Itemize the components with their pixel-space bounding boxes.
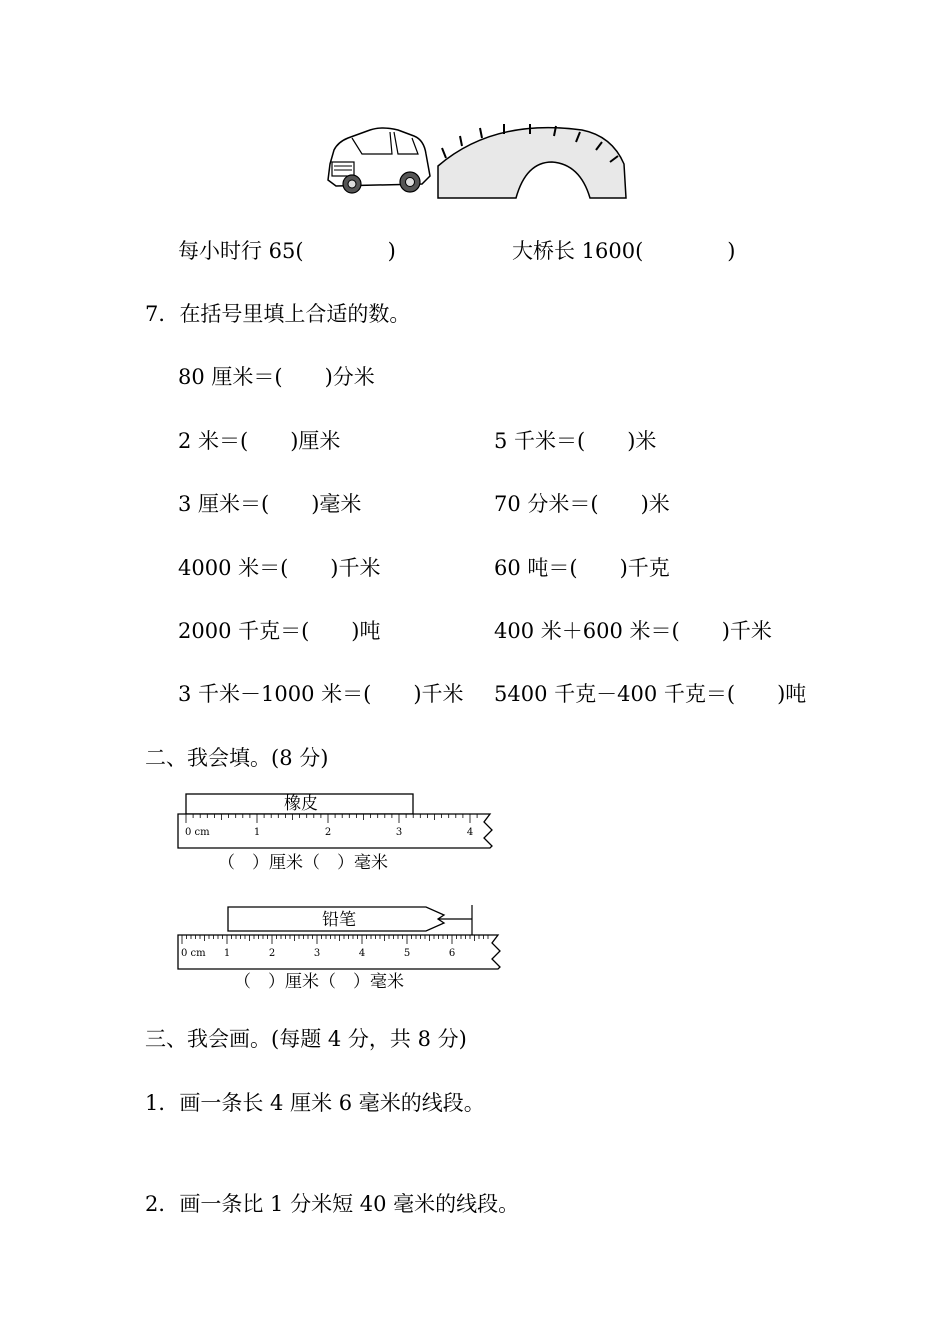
q7-row6-right: 5400 千克－400 千克＝( )吨 [494,682,807,706]
ruler-tick-label: 2 [324,827,332,838]
ruler-tick-label: 1 [253,827,261,838]
ruler-tick-label: 2 [268,948,276,959]
section2-title: 二、我会填。(8 分) [145,746,329,770]
ruler2-answer: （ ）厘米（ ）毫米 [234,972,404,992]
ruler-tick-label: 0 cm [185,827,210,838]
ruler-tick-label: 4 [466,827,474,838]
ruler1-answer: （ ）厘米（ ）毫米 [218,853,388,873]
q7-row4-left: 4000 米＝( )千米 [178,556,381,580]
q7-row3-right: 70 分米＝( )米 [494,492,670,516]
ruler-tick-label: 3 [313,948,321,959]
q7-row2-left: 2 米＝( )厘米 [178,429,341,453]
eraser-label: 橡皮 [284,794,318,814]
section3-q2: 2．画一条比 1 分米短 40 毫米的线段。 [145,1192,520,1216]
ruler-tick-label: 4 [358,948,366,959]
q7-row4-right: 60 吨＝( )千克 [494,556,670,580]
ruler-eraser [176,792,496,852]
ruler-tick-label: 3 [395,827,403,838]
ruler-tick-label: 1 [223,948,231,959]
ruler-tick-label: 0 cm [181,948,206,959]
q7-row3-left: 3 厘米＝( )毫米 [178,492,362,516]
q7-row2-right: 5 千米＝( )米 [494,429,657,453]
bridge-caption: 大桥长 1600( ) [512,239,736,263]
q7-row6-left: 3 千米－1000 米＝( )千米 [178,682,464,706]
section3-title: 三、我会画。(每题 4 分，共 8 分) [145,1027,467,1051]
section3-q1: 1．画一条长 4 厘米 6 毫米的线段。 [145,1091,485,1115]
ruler-body [178,814,492,848]
pencil-label: 铅笔 [322,910,356,930]
q7-row5-right: 400 米＋600 米＝( )千米 [494,619,772,643]
ruler-tick-label: 5 [403,948,411,959]
ruler-tick-label: 6 [448,948,456,959]
bridge-illustration [434,124,630,200]
q7-row1-left: 80 厘米＝( )分米 [178,365,375,389]
q7-row5-left: 2000 千克＝( )吨 [178,619,381,643]
q7-title: 7．在括号里填上合适的数。 [145,302,411,326]
car-illustration [322,124,434,200]
car-caption: 每小时行 65( ) [178,239,396,263]
